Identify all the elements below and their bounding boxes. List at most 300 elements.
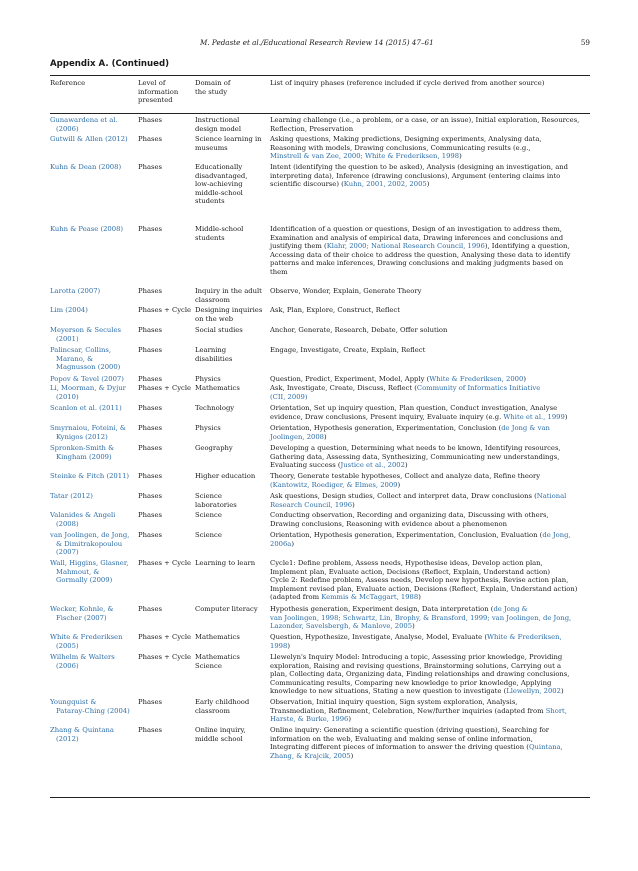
level-text: Phases + Cycle	[138, 384, 192, 392]
citation-link[interactable]: White & Frederiksen, 2000	[429, 375, 524, 383]
phases-text: )	[426, 180, 430, 189]
table-header-rule	[50, 113, 590, 114]
domain-text: Educationally	[195, 163, 243, 171]
phases-text: Asking questions, Making predictions, Designing experiments, Analysing data,	[270, 135, 542, 143]
level-cell	[138, 306, 194, 315]
level-text: Phases	[138, 531, 163, 539]
phases-text: (adapted from	[270, 593, 322, 602]
phases-line	[270, 234, 592, 243]
citation-link[interactable]: Minstrell & van Zee, 2000; White & Frederiksen, 1998	[270, 152, 460, 161]
phases-text: Observation, Initial inquiry question, Sign system exploration, Analysis,	[270, 698, 518, 706]
reference-cell	[50, 287, 134, 296]
phases-line	[270, 326, 592, 335]
level-text: Phases + Cycle	[138, 559, 192, 567]
phases-cell	[270, 384, 592, 401]
citation-link[interactable]: (	[270, 480, 273, 489]
reference-link[interactable]: Gutwill & Allen (2012)	[50, 135, 128, 143]
domain-text: Science	[195, 661, 222, 670]
phases-line	[270, 393, 592, 402]
domain-cell	[195, 404, 271, 413]
reference-link[interactable]: Kynigos (2012)	[56, 432, 108, 441]
phases-line	[270, 622, 592, 631]
reference-link[interactable]: Larotta (2007)	[50, 287, 101, 295]
domain-text: disadvantaged,	[195, 171, 248, 180]
level-cell	[138, 225, 194, 234]
level-cell	[138, 424, 194, 433]
domain-cell	[195, 698, 271, 715]
phases-cell	[270, 633, 592, 650]
level-cell	[138, 135, 194, 144]
phases-text: Orientation, Hypothesis generation, Experimentation, Conclusion (	[270, 424, 502, 432]
phases-text: )	[404, 461, 408, 470]
reference-link[interactable]: Palincsar, Collins,	[50, 346, 112, 354]
phases-text: )	[291, 539, 295, 548]
phases-line	[270, 116, 592, 125]
phases-line	[270, 172, 592, 181]
domain-text: Middle-school	[195, 225, 244, 233]
reference-link[interactable]: (2012)	[56, 734, 79, 743]
phases-cell	[270, 492, 592, 509]
reference-link[interactable]: (2010)	[56, 392, 79, 401]
domain-text: Computer literacy	[195, 605, 258, 613]
phases-line	[270, 511, 592, 520]
table-bottom-rule	[50, 797, 590, 798]
phases-text: plan, Collecting data, Organizing data, Finding relationships and drawing conclusions,	[270, 670, 570, 679]
phases-cell	[270, 116, 592, 133]
domain-text: students	[195, 233, 225, 242]
reference-link[interactable]: Kingham (2009)	[56, 452, 112, 461]
level-cell	[138, 472, 194, 481]
domain-text: laboratories	[195, 500, 237, 509]
col-header-domain: Domain of the study	[195, 79, 231, 96]
phases-text: )	[418, 593, 421, 602]
citation-link[interactable]: White & Frederiksen,	[487, 633, 562, 641]
domain-text: disabilities	[195, 354, 233, 363]
reference-cell	[50, 605, 134, 622]
citation-link[interactable]: de Jong &	[493, 605, 528, 613]
col-header-phases: List of inquiry phases (reference included if cycle derived from another source)	[270, 79, 545, 87]
level-text: Phases	[138, 225, 163, 233]
citation-link[interactable]: Community of Informatics Initiative	[416, 384, 541, 392]
phases-line	[270, 152, 592, 161]
level-text: Phases	[138, 163, 163, 171]
phases-line	[270, 461, 592, 470]
reference-link[interactable]: Mahmout, &	[56, 567, 100, 576]
phases-line	[270, 404, 592, 413]
citation-link[interactable]: Kemmis & McTaggart, 1988	[321, 593, 419, 602]
phases-cell	[270, 225, 592, 276]
citation-link[interactable]: Harste, & Burke, 1996	[270, 715, 349, 724]
level-cell	[138, 346, 194, 355]
phases-cell	[270, 531, 592, 548]
reference-link[interactable]: (2006)	[56, 124, 79, 133]
phases-text: scientific discourse) (	[270, 180, 344, 189]
phases-line	[270, 453, 592, 462]
level-text: Phases	[138, 346, 163, 354]
level-cell	[138, 559, 194, 568]
domain-text: Early childhood	[195, 698, 250, 706]
phases-text: evidence, Draw conclusions, Present inquiry, Evaluate inquiry (e.g.	[270, 412, 504, 421]
reference-link[interactable]: White & Frederiksen	[50, 633, 123, 641]
level-text: Phases	[138, 287, 163, 295]
phases-cell	[270, 726, 592, 760]
reference-link[interactable]: Kuhn & Pease (2008)	[50, 225, 124, 233]
phases-line	[270, 726, 592, 735]
level-text: Phases	[138, 326, 163, 334]
reference-link[interactable]: Smyrnaiou, Foteini, &	[50, 424, 126, 432]
phases-line	[270, 501, 592, 510]
reference-cell	[50, 404, 134, 413]
citation-link[interactable]: Lazonder, Savelsbergh, & Manlove, 2005	[270, 622, 413, 631]
phases-text: )	[459, 152, 462, 161]
phases-line	[270, 268, 592, 277]
phases-text: ), Identifying a question,	[484, 242, 570, 251]
phases-text: Hypothesis generation, Experiment design, Data interpretation (	[270, 605, 494, 613]
reference-cell	[50, 653, 134, 670]
phases-cell	[270, 375, 592, 384]
phases-cell	[270, 605, 592, 631]
phases-cell	[270, 287, 592, 296]
phases-line	[270, 707, 592, 716]
reference-link[interactable]: & Dimitrakopoulou	[56, 539, 123, 548]
phases-line	[270, 444, 592, 453]
reference-link[interactable]: Youngquist &	[50, 698, 97, 706]
domain-text: museums	[195, 143, 228, 152]
phases-cell	[270, 424, 592, 441]
reference-link[interactable]: (2001)	[56, 334, 79, 343]
phases-text: Transmediation, Refinement, Celebration, New/further inquiries (adapted from	[270, 706, 546, 715]
domain-text: Mathematics	[195, 633, 240, 641]
citation-link[interactable]: Zhang, & Krajcik, 2005	[270, 751, 351, 760]
reference-link[interactable]: Spronken-Smith &	[50, 444, 115, 452]
phases-line	[270, 424, 592, 433]
phases-line	[270, 743, 592, 752]
level-text: Phases	[138, 404, 163, 412]
phases-text: Orientation, Hypothesis generation, Experimentation, Conclusion, Evaluation (	[270, 531, 543, 539]
citation-link[interactable]: 1998	[270, 641, 288, 650]
phases-line	[270, 287, 592, 296]
phases-text: )	[324, 432, 327, 441]
phases-text: them	[270, 267, 288, 276]
phases-line	[270, 679, 592, 688]
phases-line	[270, 384, 592, 393]
level-cell	[138, 698, 194, 707]
phases-text: interpreting data), Inference (drawing conclusions), Argument (entering claims into	[270, 171, 561, 180]
domain-cell	[195, 531, 271, 540]
phases-line	[270, 520, 592, 529]
domain-cell	[195, 726, 271, 743]
domain-cell	[195, 375, 271, 384]
domain-cell	[195, 511, 271, 520]
phases-text: Examination and analysis of empirical data, Drawing inferences and conclusions and	[270, 233, 564, 242]
phases-text: Gathering data, Assessing data, Synthesizing, Communicating new understandings,	[270, 452, 560, 461]
domain-text: Science	[195, 492, 222, 500]
phases-cell	[270, 346, 592, 355]
domain-text: Higher education	[195, 472, 256, 480]
reference-cell	[50, 559, 134, 585]
phases-text: Identification of a question or questions, Design of an investigation to address them,	[270, 225, 562, 233]
level-cell	[138, 444, 194, 453]
phases-line	[270, 413, 592, 422]
reference-link[interactable]: Pataray-Ching (2004)	[56, 706, 130, 715]
reference-link[interactable]: Magnusson (2000)	[56, 363, 121, 372]
phases-line	[270, 433, 592, 442]
reference-link[interactable]: Gunawardena et al.	[50, 116, 118, 124]
citation-link[interactable]: Short,	[545, 706, 567, 715]
phases-text: Reasoning with models, Drawing conclusions, Communicating results (e.g.,	[270, 143, 531, 152]
reference-cell	[50, 326, 134, 343]
reference-link[interactable]: Marano, &	[56, 354, 94, 363]
phases-text: Intent (identifying the question to be asked), Analysis (designing an investigation, and	[270, 163, 568, 171]
level-cell	[138, 287, 194, 296]
citation-link[interactable]: Joolingen, 2008	[270, 432, 325, 441]
domain-cell	[195, 287, 271, 304]
domain-text: Physics	[195, 424, 221, 432]
domain-cell	[195, 384, 271, 393]
phases-text: Reflection, Preservation	[270, 124, 354, 133]
level-text: Phases + Cycle	[138, 306, 192, 314]
domain-text: Science	[195, 511, 222, 519]
reference-link[interactable]: Meyerson & Secules	[50, 326, 121, 334]
phases-text: Ask questions, Design studies, Collect and interpret data, Draw conclusions (	[270, 492, 537, 500]
col-header-reference: Reference	[50, 79, 86, 87]
col-header-level: Level of information presented	[138, 79, 179, 105]
phases-text: Engage, Investigate, Create, Explain, Reflect	[270, 346, 426, 354]
phases-line	[270, 180, 592, 189]
table-top-rule	[50, 75, 590, 76]
domain-cell	[195, 163, 271, 206]
phases-text: Drawing conclusions, Reasoning with evidence about a phenomenon	[270, 519, 507, 528]
reference-link[interactable]: Scanlon et al. (2011)	[50, 404, 122, 412]
phases-cell	[270, 444, 592, 470]
reference-link[interactable]: (2008)	[56, 519, 79, 528]
reference-link[interactable]: Zhang & Quintana	[50, 726, 114, 734]
phases-line	[270, 653, 592, 662]
phases-line	[270, 605, 592, 614]
phases-line	[270, 614, 592, 623]
citation-link[interactable]: Justice et al., 2002	[340, 461, 405, 470]
phases-line	[270, 135, 592, 144]
reference-cell	[50, 225, 134, 234]
citation-link[interactable]: Research Council, 1996	[270, 500, 353, 509]
level-text: Phases	[138, 605, 163, 613]
reference-link[interactable]: Steinke & Fitch (2011)	[50, 472, 130, 480]
phases-line	[270, 163, 592, 172]
phases-line	[270, 306, 592, 315]
phases-text: Implement revised plan, Evaluate action, Decisions (Reflect, Explain, Understand action)	[270, 584, 578, 593]
reference-link[interactable]: Fischer (2007)	[56, 613, 107, 622]
phases-text: Cycle 2: Redefine problem, Assess needs, Develop new hypothesis, Revise action plan,	[270, 576, 569, 585]
domain-text: Physics	[195, 375, 221, 383]
reference-cell	[50, 375, 134, 384]
domain-text: Mathematics	[195, 653, 240, 661]
domain-text: middle school	[195, 734, 243, 743]
phases-text: )	[560, 687, 564, 696]
reference-cell	[50, 531, 134, 557]
phases-text: )	[350, 751, 354, 760]
level-text: Phases	[138, 424, 163, 432]
domain-cell	[195, 326, 271, 335]
level-cell	[138, 492, 194, 501]
level-cell	[138, 163, 194, 172]
level-cell	[138, 511, 194, 520]
phases-text: )	[348, 715, 352, 724]
phases-line	[270, 259, 592, 268]
phases-line	[270, 242, 592, 251]
citation-link[interactable]: van Joolingen, 1998; Schwartz, Lin, Brophy, & Bransford, 1999; van Joolingen, de Jong,	[270, 613, 572, 622]
reference-cell	[50, 346, 134, 372]
phases-text: Communicating results, Comparing new knowledge to prior knowledge, Applying	[270, 678, 552, 687]
level-text: Phases	[138, 472, 163, 480]
reference-link[interactable]: Wilhelm & Walters	[50, 653, 115, 661]
reference-link[interactable]: Kuhn & Dean (2008)	[50, 163, 122, 171]
level-text: Phases + Cycle	[138, 653, 192, 661]
reference-cell	[50, 698, 134, 715]
citation-link[interactable]: White et al., 1999	[503, 412, 565, 421]
domain-text: Science	[195, 531, 222, 539]
domain-text: design model	[195, 124, 242, 133]
level-cell	[138, 384, 194, 393]
table-body	[50, 116, 590, 796]
reference-link[interactable]: (2005)	[56, 641, 79, 650]
domain-text: Designing inquiries	[195, 306, 263, 314]
citation-link[interactable]: de Jong,	[542, 531, 571, 539]
phases-line	[270, 752, 592, 761]
citation-link[interactable]: Kantowitz, Roediger, & Elmes, 2009	[272, 480, 398, 489]
reference-link[interactable]: Wall, Higgins, Glasner,	[50, 559, 129, 567]
domain-text: classroom	[195, 295, 230, 304]
level-text: Phases	[138, 135, 163, 143]
level-cell	[138, 653, 194, 662]
phases-text: Question, Predict, Experiment, Model, Apply (	[270, 375, 430, 383]
reference-cell	[50, 306, 134, 315]
reference-cell	[50, 511, 134, 528]
citation-link[interactable]: Llewellyn, 2002	[506, 687, 561, 696]
domain-cell	[195, 346, 271, 363]
phases-text: )	[352, 500, 355, 509]
reference-link[interactable]: Wecker, Kohnle, &	[50, 605, 114, 613]
phases-text: knowledge to new situations, Stating a new question to investigate (	[270, 687, 507, 696]
phases-line	[270, 585, 592, 594]
reference-cell	[50, 492, 134, 501]
phases-line	[270, 698, 592, 707]
level-cell	[138, 633, 194, 642]
reference-cell	[50, 424, 134, 441]
phases-line	[270, 144, 592, 153]
running-header	[50, 38, 590, 50]
phases-text: Integrating different pieces of information to answer the driving question (	[270, 743, 529, 752]
citation-link[interactable]: (CII, 2009)	[270, 392, 308, 401]
phases-text: patterns and make inferences, Drawing conclusions and making judgments based on	[270, 259, 564, 268]
phases-text: Observe, Wonder, Explain, Generate Theory	[270, 287, 422, 295]
phases-text: )	[523, 375, 526, 383]
phases-text: Question, Hypothesize, Investigate, Analyse, Model, Evaluate (	[270, 633, 488, 641]
phases-line	[270, 593, 592, 602]
citation-link[interactable]: Klahr, 2000; National Research Council, 1996	[326, 242, 485, 251]
domain-text: Learning to learn	[195, 559, 256, 567]
phases-line	[270, 492, 592, 501]
reference-cell	[50, 163, 134, 172]
reference-link[interactable]: Lim (2004)	[50, 306, 88, 314]
domain-text: Mathematics	[195, 384, 240, 392]
phases-cell	[270, 163, 592, 189]
citation-link[interactable]: Kuhn, 2001, 2002, 2005	[343, 180, 427, 189]
level-text: Phases	[138, 375, 163, 383]
domain-text: on the web	[195, 314, 234, 323]
phases-line	[270, 531, 592, 540]
phases-line	[270, 346, 592, 355]
level-text: Phases	[138, 726, 163, 734]
level-cell	[138, 605, 194, 614]
domain-cell	[195, 444, 271, 453]
citation-link[interactable]: de Jong & van	[501, 424, 550, 432]
domain-cell	[195, 653, 271, 670]
citation-link[interactable]: National	[536, 492, 567, 500]
reference-link[interactable]: Valanides & Angeli	[50, 511, 116, 519]
phases-text: )	[287, 641, 290, 650]
domain-cell	[195, 306, 271, 323]
reference-link[interactable]: (2006)	[56, 661, 79, 670]
phases-text: Evaluating success (	[270, 461, 341, 470]
phases-cell	[270, 511, 592, 528]
domain-text: Inquiry in the adult	[195, 287, 262, 295]
citation-link[interactable]: 2006a	[270, 539, 292, 548]
phases-text: Ask, Plan, Explore, Construct, Reflect	[270, 306, 400, 314]
phases-line	[270, 559, 592, 568]
domain-text: Science learning in	[195, 135, 262, 143]
phases-line	[270, 481, 592, 490]
phases-text: )	[397, 480, 401, 489]
domain-text: students	[195, 197, 225, 206]
level-cell	[138, 726, 194, 735]
phases-line	[270, 715, 592, 724]
reference-cell	[50, 116, 134, 133]
reference-link[interactable]: (2007)	[56, 548, 79, 557]
phases-line	[270, 125, 592, 134]
level-text: Phases	[138, 511, 163, 519]
level-cell	[138, 116, 194, 125]
domain-text: Instructional	[195, 116, 240, 124]
phases-text: justifying them (	[270, 242, 327, 251]
domain-text: Technology	[195, 404, 235, 412]
level-cell	[138, 375, 194, 384]
domain-cell	[195, 605, 271, 614]
reference-link[interactable]: van Joolingen, de Jong,	[50, 531, 130, 539]
appendix-title: Appendix A. (Continued)	[50, 59, 170, 69]
phases-text: information on the web, Evaluating and making sense of online information,	[270, 734, 533, 743]
phases-text: Orientation, Set up inquiry question, Plan question, Conduct investigation, Analyse	[270, 404, 558, 412]
phases-text: Anchor, Generate, Research, Debate, Offer solution	[270, 326, 448, 334]
reference-cell	[50, 384, 134, 401]
level-text: Phases	[138, 698, 163, 706]
reference-cell	[50, 633, 134, 650]
phases-cell	[270, 559, 592, 602]
phases-text: Cycle1: Define problem, Assess needs, Hypothesise ideas, Develop action plan,	[270, 559, 543, 567]
phases-line	[270, 472, 592, 481]
citation-link[interactable]: Quintana,	[528, 743, 563, 752]
phases-text: Accessing data of their choice to address the question, Analysing these data to identify	[270, 250, 571, 259]
domain-cell	[195, 225, 271, 242]
reference-link[interactable]: Gormally (2009)	[56, 576, 113, 585]
journal-citation: M. Pedaste et al./Educational Research Review 14 (2015) 47–61	[200, 38, 434, 47]
table-header	[50, 79, 590, 111]
level-cell	[138, 531, 194, 540]
reference-link[interactable]: Li, Moorman, & Dyjur	[50, 384, 126, 392]
domain-cell	[195, 116, 271, 133]
reference-link[interactable]: Popov & Tevel (2007)	[50, 375, 124, 383]
phases-cell	[270, 326, 592, 335]
reference-link[interactable]: Tatar (2012)	[50, 492, 93, 500]
